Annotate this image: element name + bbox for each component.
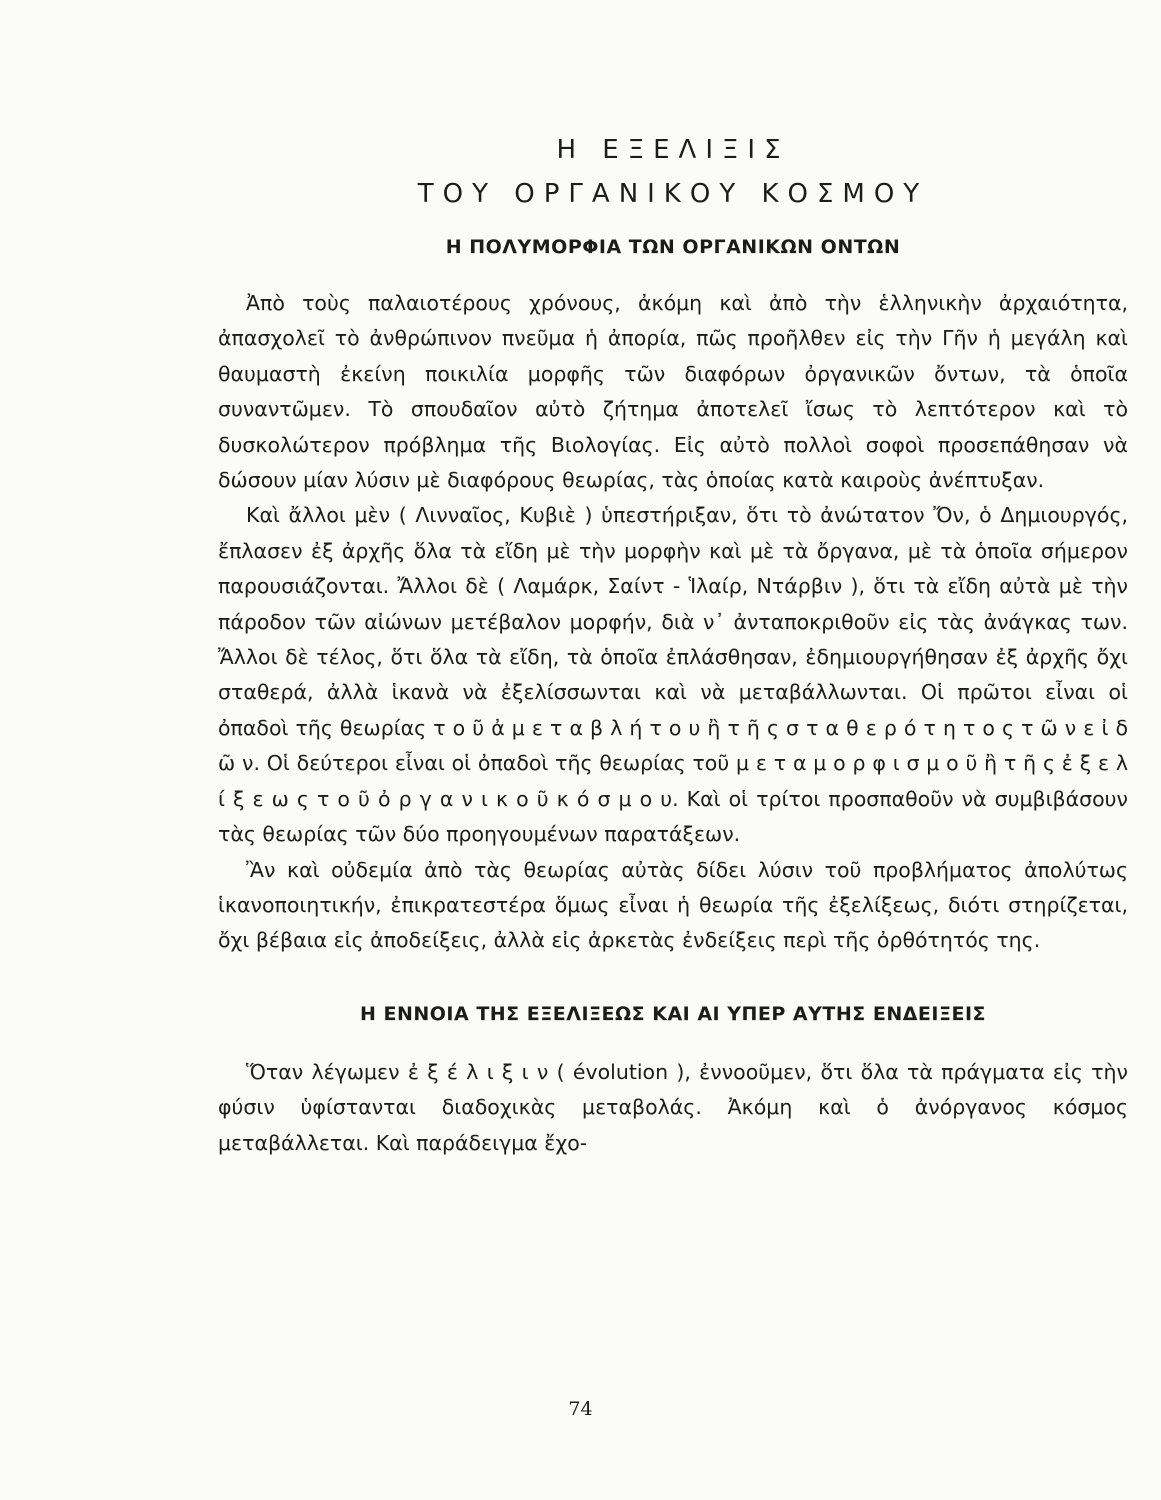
paragraph: Καὶ ἄλλοι μὲν ( Λινναῖος, Κυβιὲ ) ὑπεστήριξαν, ὅτι τὸ ἀνώτατον Ὄν, ὁ Δημιουργός, ἔπλασεν ἐξ ἀρχῆς ὅλα τὰ εἴδη μὲ τὴν μορφὴν καὶ μὲ τὰ ὄργανα, μὲ τὰ ὁποῖα σήμερον παρουσιάζονται. Ἄλλοι δὲ ( Λαμάρκ, Σαίντ - Ἱλαίρ, Ντάρβιν ), ὅτι τὰ εἴδη αὐτὰ μὲ τὴν πάροδον τῶν αἰώνων μετέβαλον μορφήν, διὰ ν᾽ ἀνταποκριθοῦν εἰς τὰς ἀνάγκας των. Ἄλλοι δὲ τέλος, ὅτι ὅλα τὰ εἴδη, τὰ ὁποῖα ἐπλάσθησαν, ἐδημιουργήθησαν ἐξ ἀρχῆς ὄχι σταθερά, ἀλλὰ ἱκανὰ νὰ ἐξελίσσωνται καὶ νὰ μεταβάλλωνται. Οἱ πρῶτοι εἶναι οἱ ὀπαδοὶ τῆς θεωρίας τ ο ῦ ἀ μ ε τ α β λ ή τ ο υ ἢ τ ῆ ς σ τ α θ ε ρ ό τ η τ ο ς τ ῶ ν ε ἰ δ ῶ ν. Οἱ δεύτεροι εἶναι οἱ ὀπαδοὶ τῆς θεωρίας τοῦ μ ε τ α μ ο ρ φ ι σ μ ο ῦ ἢ τ ῆ ς ἐ ξ ε λ ί ξ ε ω ς τ ο ῦ ὀ ρ γ α ν ι κ ο ῦ κ ό σ μ ο υ. Καὶ οἱ τρίτοι προσπαθοῦν νὰ συμβιβάσουν τὰς θεωρίας τῶν δύο προηγουμένων παρατάξεων. [218,503,1128,847]
page-number: 74 [568,1398,593,1420]
paragraph: Ἀπὸ τοὺς παλαιοτέρους χρόνους, ἀκόμη καὶ ἀπὸ τὴν ἑλληνικὴν ἀρχαιότητα, ἀπασχολεῖ τὸ ἀνθρώπινον πνεῦμα ἡ ἀπορία, πῶς προῆλθεν εἰς τὴν Γῆν ἡ μεγάλη καὶ θαυμαστὴ ἐκείνη ποικιλία μορφῆς τῶν διαφόρων ὀργανικῶν ὄντων, τὰ ὁποῖα συναντῶμεν. Τὸ σπουδαῖον αὐτὸ ζήτημα ἀποτελεῖ ἴσως τὸ λεπτότερον καὶ τὸ δυσκολώτερον πρόβλημα τῆς Βιολογίας. Εἰς αὐτὸ πολλοὶ σοφοὶ προσεπάθησαν νὰ δώσουν μίαν λύσιν μὲ διαφόρους θεωρίας, τὰς ὁποίας κατὰ καιροὺς ἀνέπτυξαν. [218,291,1128,493]
chapter-title-line1: Η ΕΞΕΛΙΞΙΣ [556,135,790,165]
paragraph: Ὅταν λέγωμεν ἐ ξ έ λ ι ξ ι ν ( évolution ), ἐννοοῦμεν, ὅτι ὅλα τὰ πράγματα εἰς τὴν φύσιν ὑφίστανται διαδοχικὰς μεταβολάς. Ἀκόμη καὶ ὁ ἀνόργανος κόσμος μεταβάλλεται. Καὶ παράδειγμα ἔχο- [218,1059,1128,1155]
paragraph: Ἂν καὶ οὐδεμία ἀπὸ τὰς θεωρίας αὐτὰς δίδει λύσιν τοῦ προβλήματος ἀπολύτως ἱκανοποιητικήν, ἐπικρατεστέρα ὅμως εἶναι ἡ θεωρία τῆς ἐξελίξεως, διότι στηρίζεται, ὄχι βέβαια εἰς ἀποδείξεις, ἀλλὰ εἰς ἀρκετὰς ἐνδείξεις περὶ τῆς ὀρθότητός της. [218,857,1128,953]
section-heading-2: Η ΕΝΝΟΙΑ ΤΗΣ ΕΞΕΛΙΞΕΩΣ ΚΑΙ ΑΙ ΥΠΕΡ ΑΥΤΗΣ ΕΝΔΕΙΞΕΙΣ [359,1002,987,1025]
section-heading-1: Η ΠΟΛΥΜΟΡΦΙΑ ΤΩΝ ΟΡΓΑΝΙΚΩΝ ΟΝΤΩΝ [445,236,901,258]
book-page [218,128,1128,1161]
chapter-title-line2: ΤΟΥ ΟΡΓΑΝΙΚΟΥ ΚΟΣΜΟΥ [417,179,929,209]
